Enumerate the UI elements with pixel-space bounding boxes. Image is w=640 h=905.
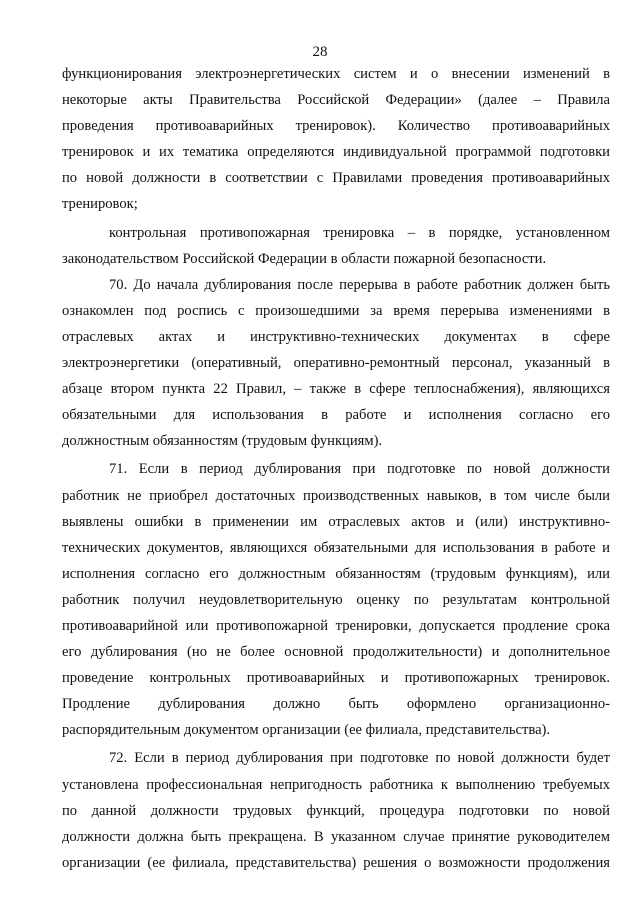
text-line: работник не приобрел достаточных производственных навыков, в том числе были bbox=[62, 487, 610, 504]
text-line: 72. Если в период дублирования при подготовке по новой должности будет bbox=[109, 750, 610, 767]
text-line: некоторые акты Правительства Российской Федерации» (далее – Правила bbox=[62, 92, 610, 109]
text-line: 70. До начала дублирования после перерыва в работе работник должен быть bbox=[109, 276, 610, 293]
text-line: отраслевых актах и инструктивно-технических документах в сфере bbox=[62, 328, 610, 345]
text-line: 71. Если в период дублирования при подготовке по новой должности bbox=[109, 461, 610, 478]
text-line: проведения противоаварийных тренировок). Количество противоаварийных bbox=[62, 118, 610, 135]
text-line: должностным обязанностям (трудовым функциям). bbox=[62, 433, 383, 450]
text-line: его дублирования (но не более основной продолжительности) и дополнительное bbox=[62, 644, 610, 661]
text-line: по данной должности трудовых функций, процедура подготовки по новой bbox=[62, 802, 610, 819]
text-line: противоаварийной или противопожарной тренировки, допускается продление срока bbox=[62, 617, 610, 634]
text-line: функционирования электроэнергетических систем и о внесении изменений в bbox=[62, 66, 610, 82]
text-line: проведение контрольных противоаварийных и противопожарных тренировок. bbox=[62, 670, 610, 687]
text-line: должности должна быть прекращена. В указанном случае принятие руководителем bbox=[62, 828, 610, 845]
text-line: ознакомлен под роспись с произошедшими за время перерыва изменениями в bbox=[62, 302, 610, 319]
text-line: Продление дублирования должно быть оформлено организационно- bbox=[62, 696, 610, 713]
text-line: исполнения согласно его должностным обязанностям (трудовым функциям), или bbox=[62, 565, 610, 582]
text-line: по новой должности в соответствии с Правилами проведения противоаварийных bbox=[62, 170, 610, 187]
text-line: абзаце втором пункта 22 Правил, – также в сфере теплоснабжения), являющихся bbox=[62, 381, 610, 398]
text-line: обязательными для использования в работе и исполнения согласно его bbox=[62, 407, 610, 424]
text-line: распорядительным документом организации (ее филиала, представительства). bbox=[62, 722, 551, 739]
text-line: законодательством Российской Федерации в области пожарной безопасности. bbox=[62, 250, 547, 267]
text-line: тренировок и их тематика определяются индивидуальной программой подготовки bbox=[62, 144, 610, 161]
text-line: установлена профессиональная непригодность работника к выполнению требуемых bbox=[62, 776, 610, 793]
document-text bbox=[62, 61, 610, 876]
page-number: 28 bbox=[312, 44, 328, 60]
text-line: работник получил неудовлетворительную оценку по результатам контрольной bbox=[62, 591, 610, 608]
text-line: контрольная противопожарная тренировка – в порядке, установленном bbox=[109, 224, 610, 241]
text-line: выявлены ошибки в применении им отраслевых актов и (или) инструктивно- bbox=[62, 513, 610, 530]
text-line: электроэнергетики (оперативный, оперативно-ремонтный персонал, указанный в bbox=[62, 355, 610, 372]
text-line: технических документов, являющихся обязательными для использования в работе и bbox=[62, 539, 610, 556]
text-line: организации (ее филиала, представительства) решения о возможности продолжения bbox=[62, 854, 610, 871]
text-line: тренировок; bbox=[62, 196, 138, 213]
